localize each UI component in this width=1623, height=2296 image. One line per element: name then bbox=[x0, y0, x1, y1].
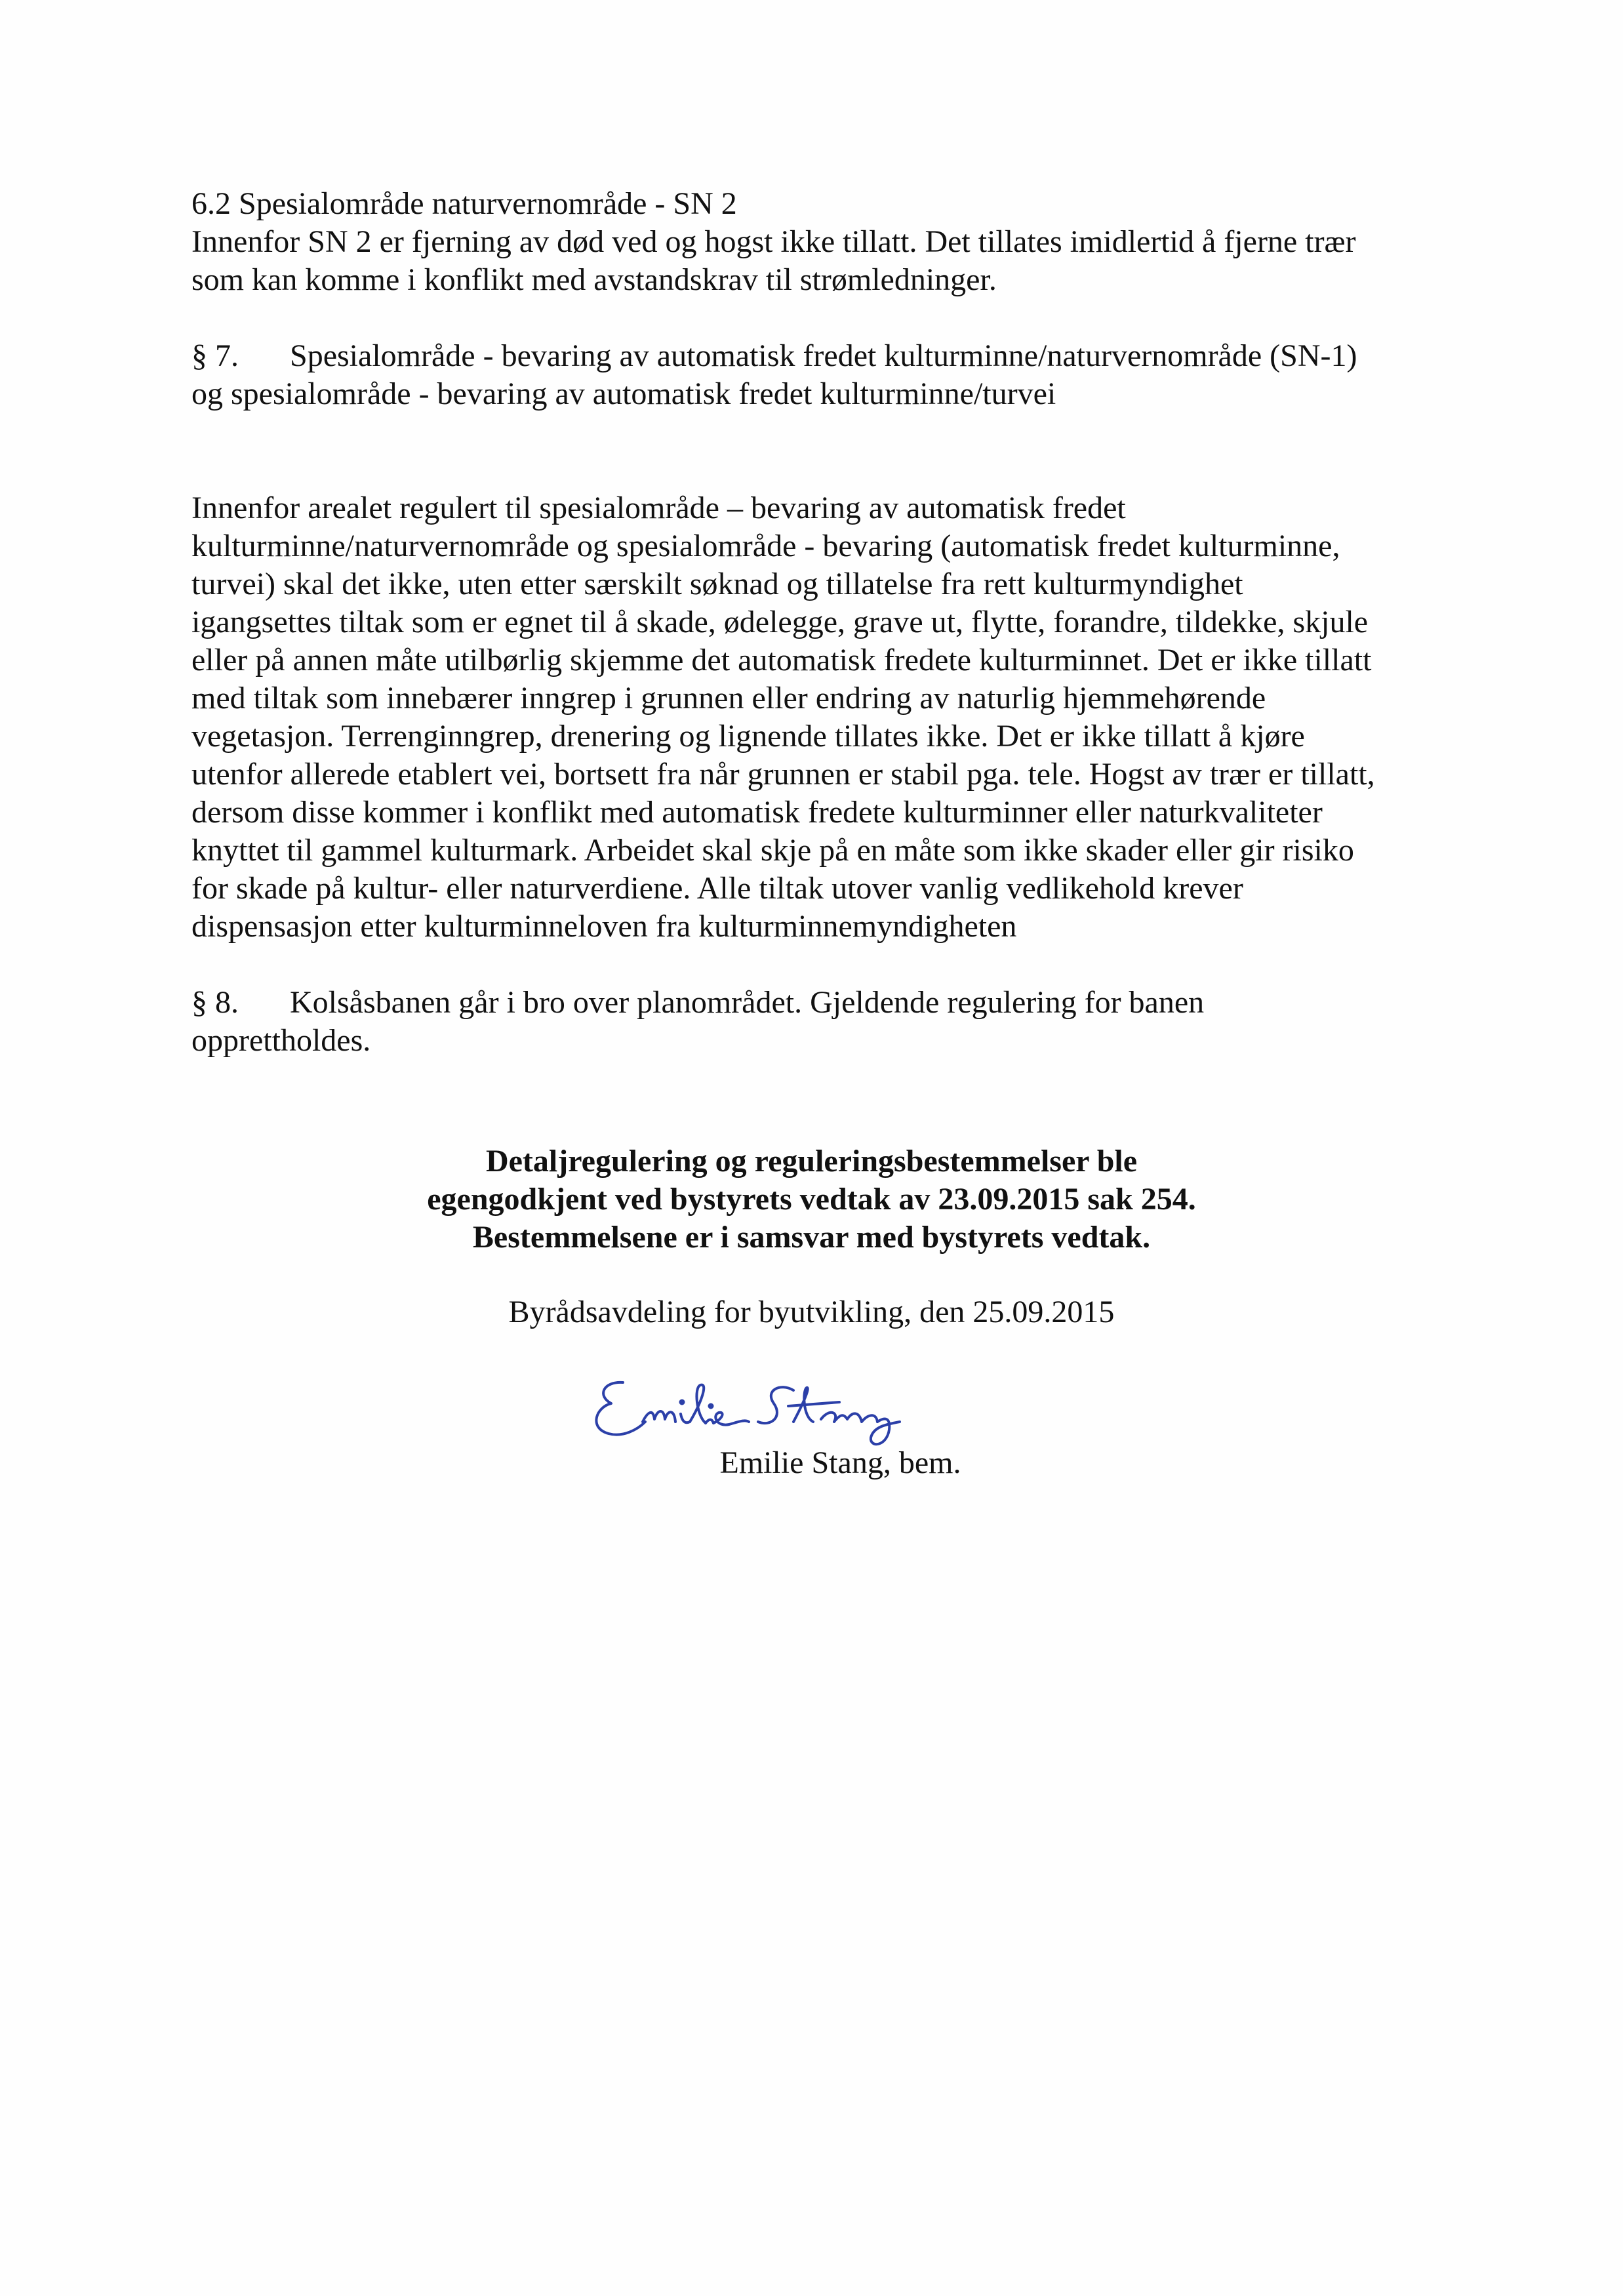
section-7-body-line: utenfor allerede etablert vei, bortsett fra når grunnen er stabil pga. tele. Hogst av trær er tillatt, bbox=[191, 757, 1375, 792]
section-7-body bbox=[191, 489, 1451, 946]
section-7-body-line: igangsettes tiltak som er egnet til å skade, ødelegge, grave ut, flytte, forandre, tildekke, skjule bbox=[191, 605, 1369, 639]
section-8-number: § 8. bbox=[191, 985, 239, 1020]
section-7-body-line: knyttet til gammel kulturmark. Arbeidet skal skje på en måte som ikke skader eller gir risiko bbox=[191, 833, 1354, 868]
section-8-text-line: opprettholdes. bbox=[191, 1023, 371, 1058]
section-6-2-text-line: som kan komme i konflikt med avstandskrav til strømledninger. bbox=[191, 262, 997, 297]
section-7-number: § 7. bbox=[191, 338, 239, 373]
section-7-title-line: og spesialområde - bevaring av automatisk fredet kulturminne/turvei bbox=[191, 376, 1056, 411]
approval-statement bbox=[0, 1142, 1623, 1257]
spacer bbox=[191, 946, 1451, 984]
section-8-heading bbox=[191, 984, 1451, 1022]
section-7-body-line: Innenfor arealet regulert til spesialområde – bevaring av automatisk fredet bbox=[191, 491, 1126, 525]
section-7-body-line: for skade på kultur- eller naturverdiene. Alle tiltak utover vanlig vedlikehold krever bbox=[191, 871, 1243, 906]
spacer bbox=[191, 451, 1451, 489]
spacer bbox=[191, 413, 1451, 451]
section-7-body-line: vegetasjon. Terrenginngrep, drenering og lignende tillates ikke. Det er ikke tillatt å kjøre bbox=[191, 719, 1305, 754]
section-6-2-text-line: Innenfor SN 2 er fjerning av død ved og hogst ikke tillatt. Det tillates imidlertid å fjerne trær bbox=[191, 224, 1356, 259]
section-7-body-line: kulturminne/naturvernområde og spesialområde - bevaring (automatisk fredet kulturminne, bbox=[191, 529, 1340, 563]
handwritten-signature bbox=[577, 1356, 1036, 1455]
section-6-2-heading: 6.2 Spesialområde naturvernområde - SN 2 bbox=[191, 186, 737, 221]
approval-line: Detaljregulering og reguleringsbestemmelser ble bbox=[485, 1144, 1138, 1178]
document-body bbox=[191, 185, 1451, 1060]
section-7-body-line: med tiltak som innebærer inngrep i grunnen eller endring av naturlig hjemmehørende bbox=[191, 681, 1266, 715]
spacer bbox=[191, 299, 1451, 337]
date-line: Byrådsavdeling for byutvikling, den 25.09.2015 bbox=[508, 1295, 1115, 1329]
section-7-body-line: turvei) skal det ikke, uten etter særskilt søknad og tillatelse fra rett kulturmyndighet bbox=[191, 567, 1243, 601]
signer-name: Emilie Stang, bem. bbox=[719, 1445, 961, 1480]
section-7-body-line: eller på annen måte utilbørlig skjemme det automatisk fredete kulturminnet. Det er ikke tillatt bbox=[191, 643, 1372, 677]
section-7-title-line: Spesialområde - bevaring av automatisk fredet kulturminne/naturvernområde (SN-1) bbox=[290, 338, 1357, 373]
approval-line: Bestemmelsene er i samsvar med bystyrets vedtak. bbox=[472, 1220, 1151, 1255]
section-8-text-line: Kolsåsbanen går i bro over planområdet. Gjeldende regulering for banen bbox=[290, 985, 1205, 1020]
section-7-heading bbox=[191, 337, 1451, 375]
section-7-body-line: dersom disse kommer i konflikt med automatisk fredete kulturminner eller naturkvaliteter bbox=[191, 795, 1323, 830]
section-7-body-line: dispensasjon etter kulturminneloven fra kulturminnemyndigheten bbox=[191, 909, 1017, 944]
approval-line: egengodkjent ved bystyrets vedtak av 23.09.2015 sak 254. bbox=[427, 1182, 1196, 1217]
